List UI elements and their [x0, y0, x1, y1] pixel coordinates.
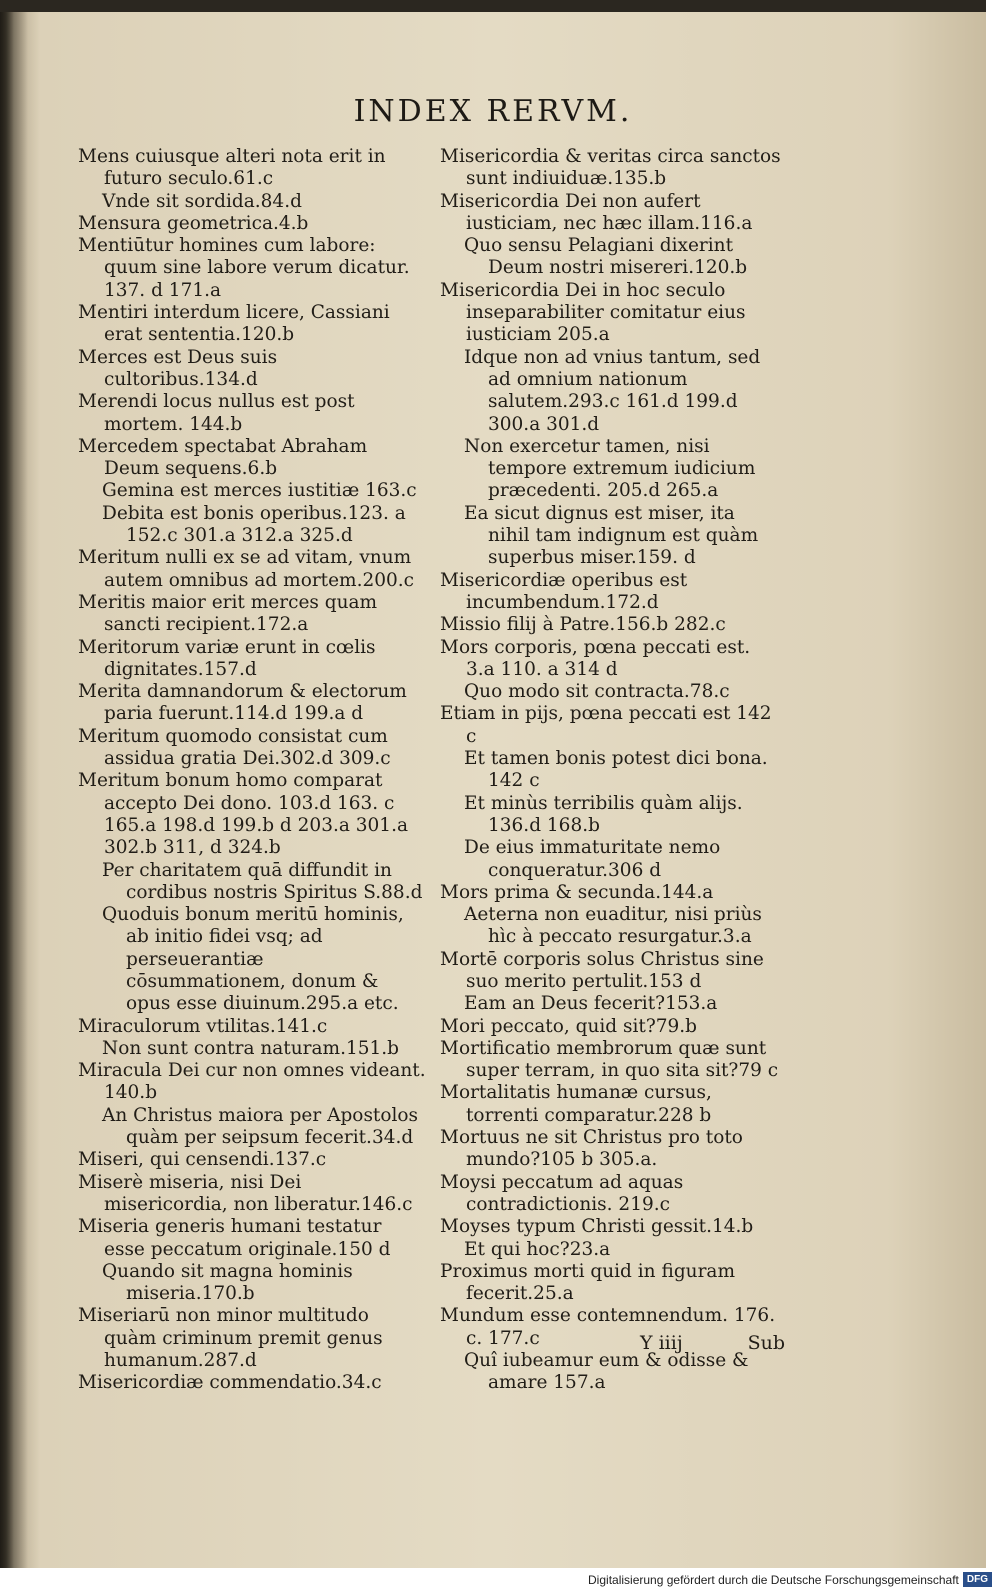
index-subentry: Gemina est merces iustitiæ 163.c	[102, 480, 417, 502]
index-subentry: Quoduis bonum meritū hominis, ab initio fidei vsq; ad perseuerantiæ cōsummationem, donum & opus esse diuinum.295.a etc.	[102, 904, 404, 1015]
index-subentry: Aeterna non euaditur, nisi priùs hìc à peccato resurgatur.3.a	[464, 904, 762, 948]
index-entry: Miseri, qui censendi.137.c	[78, 1149, 327, 1171]
index-subentry: Quando sit magna hominis miseria.170.b	[102, 1260, 353, 1305]
index-column-right	[440, 146, 782, 1395]
index-subentry: Quî iubeamur eum & odisse & amare 157.a	[464, 1350, 749, 1394]
index-subentry: Debita est bonis operibus.123. a 152.c 301.a 312.a 325.d	[102, 502, 406, 547]
signature-mark: Y iiij	[640, 1332, 683, 1354]
index-entry: Merita damnandorum & electorum paria fuerunt.114.d 199.a d	[78, 681, 407, 725]
index-entry: Mortē corporis solus Christus sine suo merito pertulit.153 d	[440, 948, 764, 992]
digitization-credit-bar	[0, 1568, 1000, 1591]
index-subentry: Quo sensu Pelagiani dixerint Deum nostri misereri.120.b	[464, 235, 748, 279]
index-subentry: An Christus maiora per Apostolos quàm per seipsum fecerit.34.d	[102, 1104, 419, 1149]
index-subentry: Ea sicut dignus est miser, ita nihil tam indignum est quàm superbus miser.159. d	[464, 502, 759, 569]
index-entry: Moyses typum Christi gessit.14.b	[440, 1216, 754, 1238]
index-entry: Miseria generis humani testatur esse peccatum originale.150 d	[78, 1216, 391, 1260]
index-entry: Mens cuiusque alteri nota erit in futuro seculo.61.c	[78, 146, 386, 190]
index-entry: Missio filij à Patre.156.b 282.c	[440, 614, 726, 636]
index-entry: Misericordiæ operibus est incumbendum.172.d	[440, 569, 688, 613]
funding-credit: Digitalisierung gefördert durch die Deutsche Forschungsgemeinschaft	[588, 1572, 959, 1587]
index-entry: Miseriarū non minor multitudo quàm criminum premit genus humanum.287.d	[78, 1305, 383, 1372]
index-entry: Merces est Deus suis cultoribus.134.d	[78, 346, 278, 390]
index-column-left	[78, 146, 426, 1395]
index-entry: Misericordia Dei in hoc seculo inseparabiliter comitatur eius iusticiam 205.a	[440, 279, 746, 346]
index-entry: Moysi peccatum ad aquas contradictionis. 219.c	[440, 1171, 684, 1215]
index-entry: Mundum esse contemnendum. 176. c. 177.c	[440, 1305, 776, 1349]
index-entry: Mensura geometrica.4.b	[78, 212, 309, 234]
index-entry: Mentiūtur homines cum labore: quum sine labore verum dicatur. 137. d 171.a	[78, 235, 410, 301]
index-entry: Mentiri interdum licere, Cassiani erat sententia.120.b	[78, 302, 390, 346]
index-entry: Etiam in pijs, pœna peccati est 142 c	[440, 703, 772, 747]
page-footer	[640, 1332, 785, 1354]
index-subentry: Et qui hoc?23.a	[464, 1238, 611, 1260]
index-entry: Mors prima & secunda.144.a	[440, 881, 714, 903]
index-entry: Meritum nulli ex se ad vitam, vnum autem omnibus ad mortem.200.c	[78, 547, 415, 591]
dfg-logo: DFG	[963, 1572, 992, 1587]
index-subentry: Non sunt contra naturam.151.b	[102, 1037, 399, 1059]
index-entry: Misericordia & veritas circa sanctos sunt indiuiduæ.135.b	[440, 146, 781, 190]
index-entry: Mortalitatis humanæ cursus, torrenti comparatur.228 b	[440, 1082, 712, 1126]
index-entry: Meritum quomodo consistat cum assidua gratia Dei.302.d 309.c	[78, 725, 391, 770]
binding-shadow	[0, 12, 28, 1568]
index-entry: Miraculorum vtilitas.141.c	[78, 1015, 328, 1037]
index-subentry: Et tamen bonis potest dici bona. 142 c	[464, 748, 768, 792]
catchword: Sub	[747, 1332, 785, 1354]
index-entry: Misericordia Dei non aufert iusticiam, nec hæc illam.116.a	[440, 190, 753, 234]
index-subentry: Non exercetur tamen, nisi tempore extremum iudicium præcedenti. 205.d 265.a	[464, 435, 756, 502]
index-entry: Miracula Dei cur non omnes videant. 140.b	[78, 1060, 426, 1104]
index-entry: Misericordiæ commendatio.34.c	[78, 1372, 382, 1394]
index-entry: Mors corporis, pœna peccati est. 3.a 110. a 314 d	[440, 636, 751, 680]
index-entry: Mori peccato, quid sit?79.b	[440, 1015, 698, 1037]
index-entry: Meritorum variæ erunt in cœlis dignitates.157.d	[78, 636, 376, 680]
index-entry: Proximus morti quid in figuram fecerit.25.a	[440, 1260, 735, 1305]
index-entry: Meritis maior erit merces quam sancti recipient.172.a	[78, 591, 378, 636]
index-entry: Mortuus ne sit Christus pro toto mundo?105 b 305.a.	[440, 1127, 743, 1171]
index-subentry: Et minùs terribilis quàm alijs. 136.d 168.b	[464, 792, 743, 836]
index-entry: Mortificatio membrorum quæ sunt super terram, in quo sita sit?79 c	[440, 1037, 779, 1082]
index-entry: Miserè miseria, nisi Dei misericordia, non liberatur.146.c	[78, 1171, 413, 1215]
page-title: INDEX RERVM.	[353, 94, 633, 129]
index-subentry: De eius immaturitate nemo conqueratur.306 d	[464, 837, 721, 881]
index-entry: Mercedem spectabat Abraham Deum sequens.6.b	[78, 435, 368, 480]
index-entry: Meritum bonum homo comparat accepto Dei dono. 103.d 163. c 165.a 198.d 199.b d 203.a 301.a 302.b 311, d 324.b	[78, 770, 408, 859]
index-subentry: Eam an Deus fecerit?153.a	[464, 993, 718, 1015]
index-subentry: Vnde sit sordida.84.d	[102, 190, 302, 212]
index-subentry: Quo modo sit contracta.78.c	[464, 681, 730, 703]
index-subentry: Per charitatem quā diffundit in cordibus nostris Spiritus S.88.d	[102, 859, 423, 903]
index-entry: Merendi locus nullus est post mortem. 144.b	[78, 391, 355, 435]
index-subentry: Idque non ad vnius tantum, sed ad omnium nationum salutem.293.c 161.d 199.d 300.a 301.d	[464, 346, 761, 435]
